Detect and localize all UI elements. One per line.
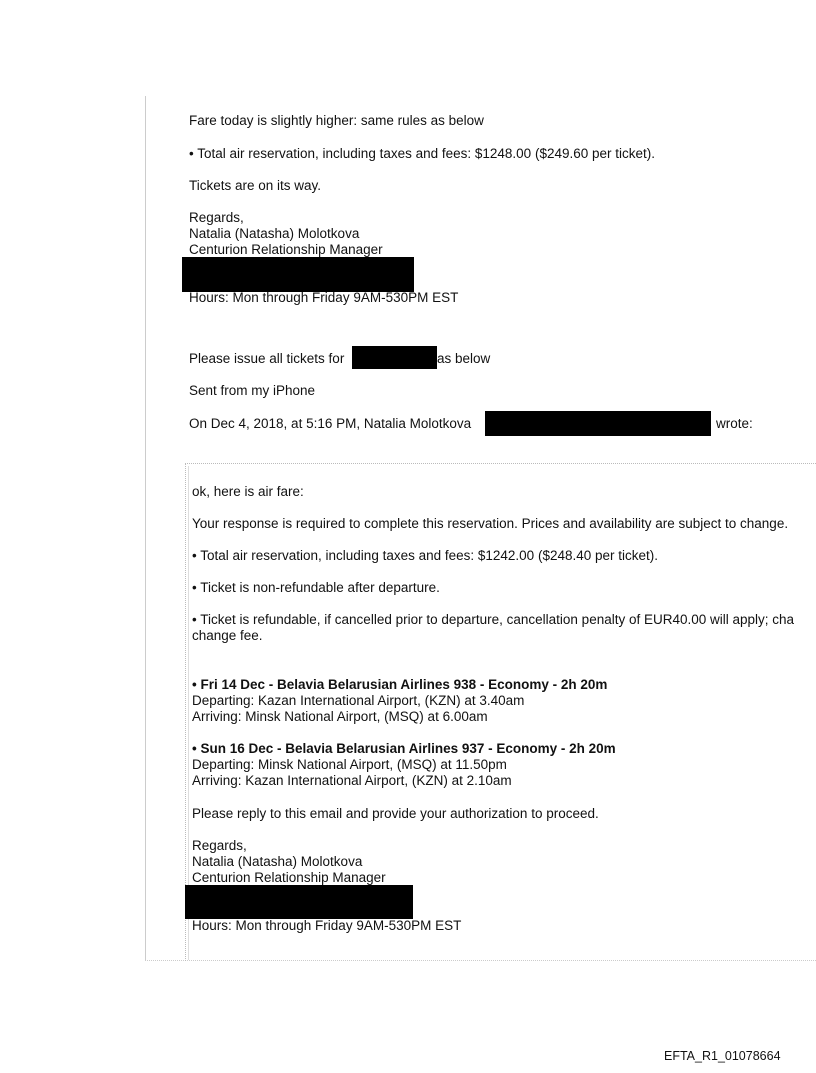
redaction-block bbox=[485, 411, 711, 436]
flight-title: • Fri 14 Dec - Belavia Belarusian Airlines 938 - Economy - 2h 20m bbox=[192, 677, 608, 692]
flight-title: • Sun 16 Dec - Belavia Belarusian Airlines 937 - Economy - 2h 20m bbox=[192, 741, 616, 756]
wrote-text: wrote: bbox=[716, 416, 753, 431]
redaction-block bbox=[185, 885, 413, 919]
total-reservation-line: • Total air reservation, including taxes and fees: $1248.00 ($249.60 per ticket). bbox=[189, 146, 656, 161]
reply-request-text: Please reply to this email and provide your authorization to proceed. bbox=[192, 806, 599, 821]
quoted-sender-name: Natalia (Natasha) Molotkova bbox=[192, 854, 363, 869]
regards-text: Regards, bbox=[189, 210, 244, 225]
on-date-prefix: On Dec 4, 2018, at 5:16 PM, Natalia Molotkova bbox=[189, 416, 472, 431]
quoted-total-line: • Total air reservation, including taxes and fees: $1242.00 ($248.40 per ticket). bbox=[192, 548, 659, 563]
flight-arriving: Arriving: Kazan International Airport, (KZN) at 2.10am bbox=[192, 773, 512, 788]
redaction-block bbox=[182, 257, 414, 292]
flight-arriving: Arriving: Minsk National Airport, (MSQ) at 6.00am bbox=[192, 709, 488, 724]
quoted-regards: Regards, bbox=[192, 838, 247, 853]
quoted-sender-title: Centurion Relationship Manager bbox=[192, 870, 386, 885]
left-border-line bbox=[145, 96, 146, 960]
sent-from-text: Sent from my iPhone bbox=[189, 383, 316, 398]
refundable-line: • Ticket is refundable, if cancelled prior to departure, cancellation penalty of EUR40.00 will apply; cha bbox=[192, 612, 795, 627]
tickets-status-text: Tickets are on its way. bbox=[189, 178, 322, 193]
response-required-text: Your response is required to complete this reservation. Prices and availability are subject to change. bbox=[192, 516, 789, 531]
document-id: EFTA_R1_01078664 bbox=[664, 1049, 781, 1063]
nonrefundable-line: • Ticket is non-refundable after departure. bbox=[192, 580, 440, 595]
quoted-hours: Hours: Mon through Friday 9AM-530PM EST bbox=[192, 918, 462, 933]
issue-tickets-prefix: Please issue all tickets for bbox=[189, 351, 345, 366]
flight-departing: Departing: Minsk National Airport, (MSQ) at 11.50pm bbox=[192, 757, 507, 772]
sender-name: Natalia (Natasha) Molotkova bbox=[189, 226, 360, 241]
issue-tickets-suffix: as below bbox=[437, 351, 491, 366]
fare-intro-text: Fare today is slightly higher: same rules as below bbox=[189, 113, 484, 128]
hours-text: Hours: Mon through Friday 9AM-530PM EST bbox=[189, 290, 459, 305]
redaction-block bbox=[352, 346, 437, 369]
flight-departing: Departing: Kazan International Airport, (KZN) at 3.40am bbox=[192, 693, 525, 708]
quoted-intro: ok, here is air fare: bbox=[192, 484, 304, 499]
change-fee-line: change fee. bbox=[192, 628, 263, 643]
sender-title: Centurion Relationship Manager bbox=[189, 242, 383, 257]
